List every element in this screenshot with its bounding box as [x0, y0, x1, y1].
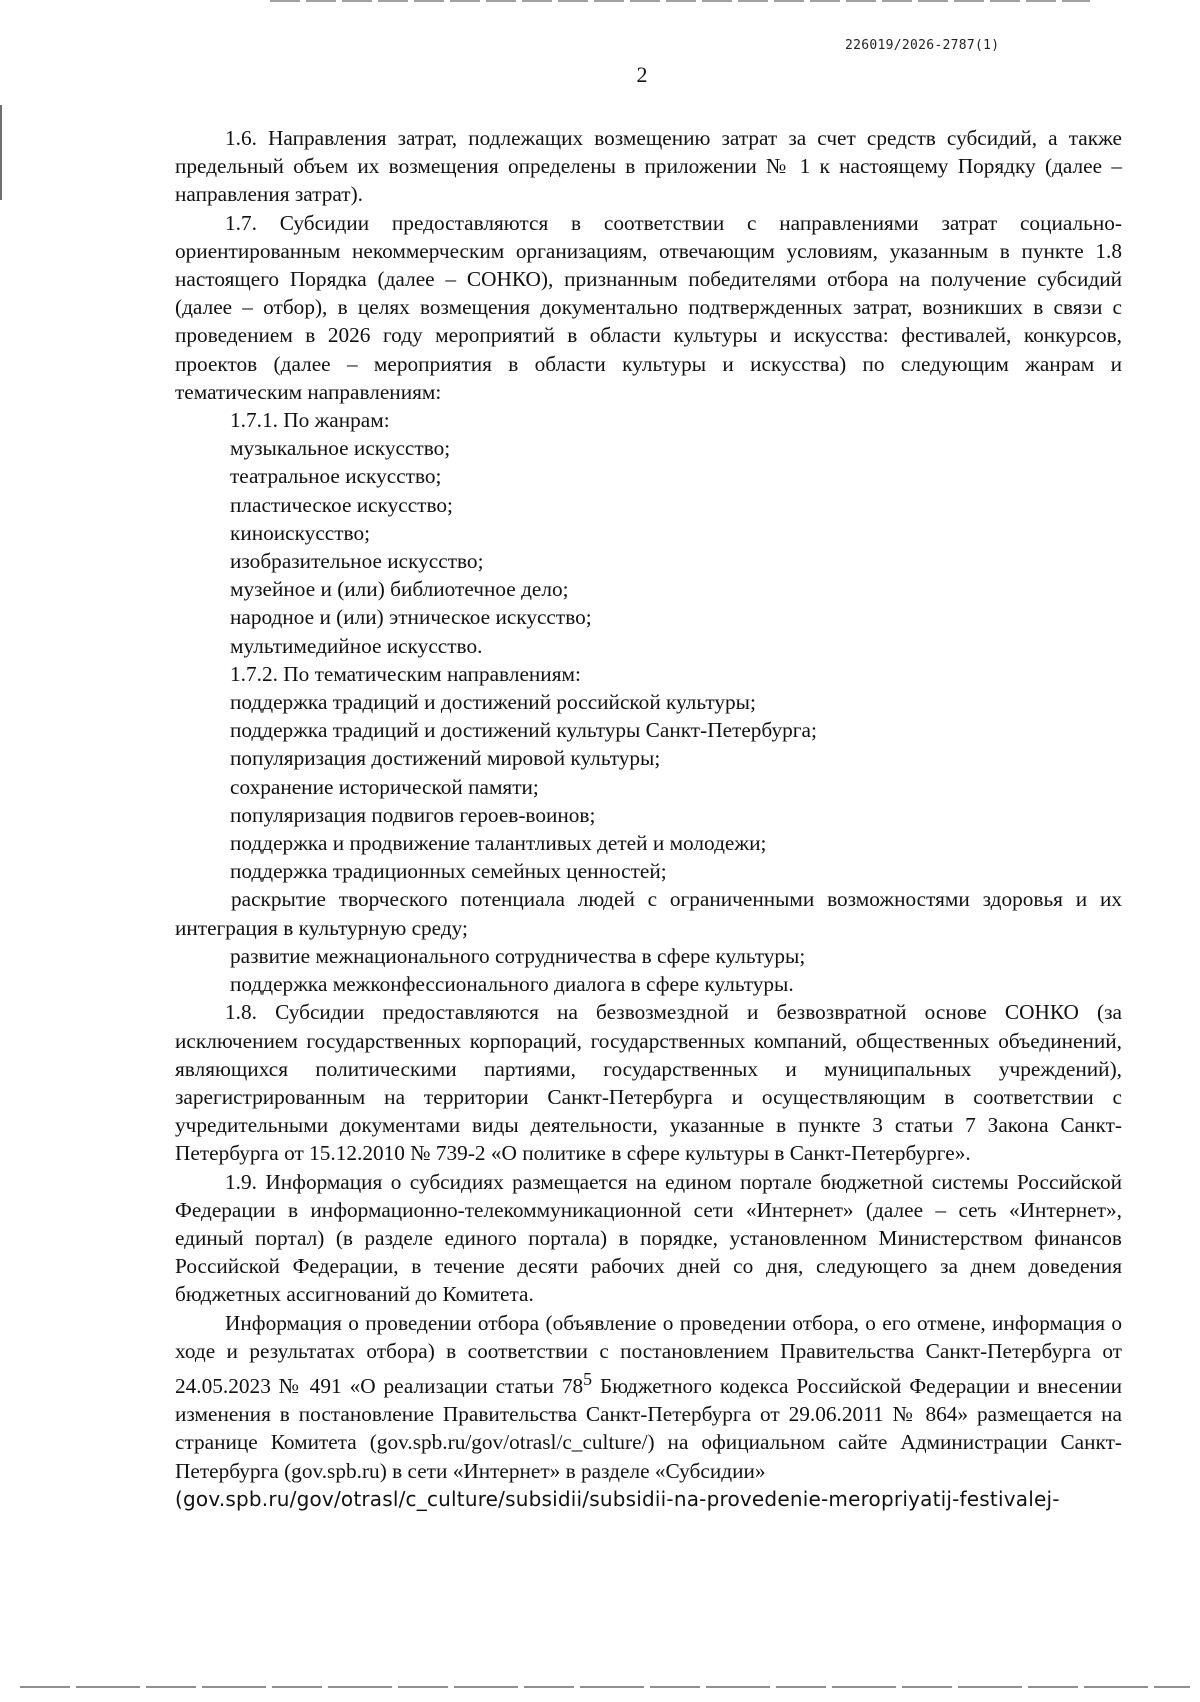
- list-item: развитие межнационального сотрудничества в сфере культуры;: [230, 943, 806, 968]
- paragraph-info: [175, 1309, 1122, 1485]
- article-superscript: 5: [583, 1368, 593, 1389]
- list-item: поддержка традиций и достижений российской культуры;: [230, 690, 756, 715]
- paragraph-1-6: 1.6. Направления затрат, подлежащих возмещению затрат за счет средств субсидий, а также предельный объем их возмещения определены в приложении № 1 к настоящему Порядку (далее – направления затрат).: [175, 126, 1122, 207]
- list-item: поддержка традиционных семейных ценностей;: [230, 859, 667, 884]
- paragraph-1-7: 1.7. Субсидии предоставляются в соответствии с направлениями затрат социально-ориентированным некоммерческим организациям, отвечающим условиям, указанным в пункте 1.8 настоящего Порядка (далее – СОНКО), признанным победителями отбора на получение субсидий (далее – отбор), в целях возмещения документально подтвержденных затрат, возникших в связи с проведением в 2026 году мероприятий в области культуры и искусства: фестивалей, конкурсов, проектов (далее – мероприятия в области культуры и искусства) по следующим жанрам и тематическим направлениям:: [175, 210, 1122, 404]
- scan-left-edge: [0, 105, 2, 200]
- paragraph-1-9: 1.9. Информация о субсидиях размещается на едином портале бюджетной системы Российской Федерации в информационно-телекоммуникационной сети «Интернет» (далее – сеть «Интернет», единый портал) (в разделе единого портала) в порядке, установленном Министерством финансов Российской Федерации, в течение десяти рабочих дней со дня, следующего за днем доведения бюджетных ассигнований до Комитета.: [175, 1169, 1122, 1307]
- list-item: раскрытие творческого потенциала людей с ограниченными возможностями здоровья и их интеграция в культурную среду;: [175, 887, 1122, 940]
- url-line: (gov.spb.ru/gov/otrasl/c_culture/subsidii/subsidii-na-provedenie-meropriyatij-festivalej-: [175, 1486, 1060, 1511]
- list-item: поддержка традиций и достижений культуры Санкт-Петербурга;: [230, 718, 817, 743]
- list-item: мультимедийное искусство.: [230, 633, 483, 658]
- scan-top-edge: [270, 0, 1090, 2]
- scan-bottom-edge: [20, 1686, 1190, 1688]
- genres-list: [175, 434, 1122, 660]
- themes-list: [175, 688, 1122, 998]
- list-item: сохранение исторической памяти;: [230, 774, 539, 799]
- heading-1-7-1: 1.7.1. По жанрам:: [230, 408, 390, 433]
- info-text-end: Бюджетного кодекса Российской Федерации и внесении изменения в постановление Правительства Санкт-Петербурга от 29.06.2011 № 864» размещается на странице Комитета (gov.spb.ru/gov/otrasl/c_culture/) на официальном сайте Администрации Санкт-Петербурга (gov.spb.ru) в сети «Интернет» в разделе «Субсидии»: [175, 1374, 1122, 1483]
- list-item: пластическое искусство;: [230, 492, 453, 517]
- paragraph-1-8: 1.8. Субсидии предоставляются на безвозмездной и безвозвратной основе СОНКО (за исключением государственных корпораций, государственных компаний, общественных объединений, являющихся политическими партиями, государственных и муниципальных учреждений), зарегистрированным на территории Санкт-Петербурга и осуществляющим в соответствии с учредительными документами виды деятельности, указанные в пункте 3 статьи 7 Закона Санкт-Петербурга от 15.12.2010 № 739-2 «О политике в сфере культуры в Санкт-Петербурге».: [175, 1000, 1122, 1166]
- list-item: киноискусство;: [230, 520, 371, 545]
- registration-number: 226019/2026-2787(1): [845, 38, 1000, 53]
- heading-1-7-2: 1.7.2. По тематическим направлениям:: [230, 661, 581, 686]
- list-item: театральное искусство;: [230, 464, 442, 489]
- list-item: поддержка и продвижение талантливых детей и молодежи;: [230, 831, 767, 856]
- list-item: популяризация подвигов героев-воинов;: [230, 802, 596, 827]
- list-item: популяризация достижений мировой культуры;: [230, 746, 661, 771]
- list-item: музыкальное искусство;: [230, 436, 451, 461]
- list-item: народное и (или) этническое искусство;: [230, 605, 592, 630]
- list-item: музейное и (или) библиотечное дело;: [230, 577, 569, 602]
- page-number: 2: [636, 62, 648, 87]
- document-body: [175, 124, 1122, 1513]
- info-text-start: Информация о проведении отбора (объявление о проведении отбора, о его отмене, информация о ходе и результатах отбора) в соответствии с постановлением Правительства Санкт-Петербурга от 24.05.2023 № 491 «О реализации статьи 78: [175, 1310, 1122, 1399]
- list-item: изобразительное искусство;: [230, 549, 484, 574]
- list-item: поддержка межконфессионального диалога в сфере культуры.: [230, 972, 794, 997]
